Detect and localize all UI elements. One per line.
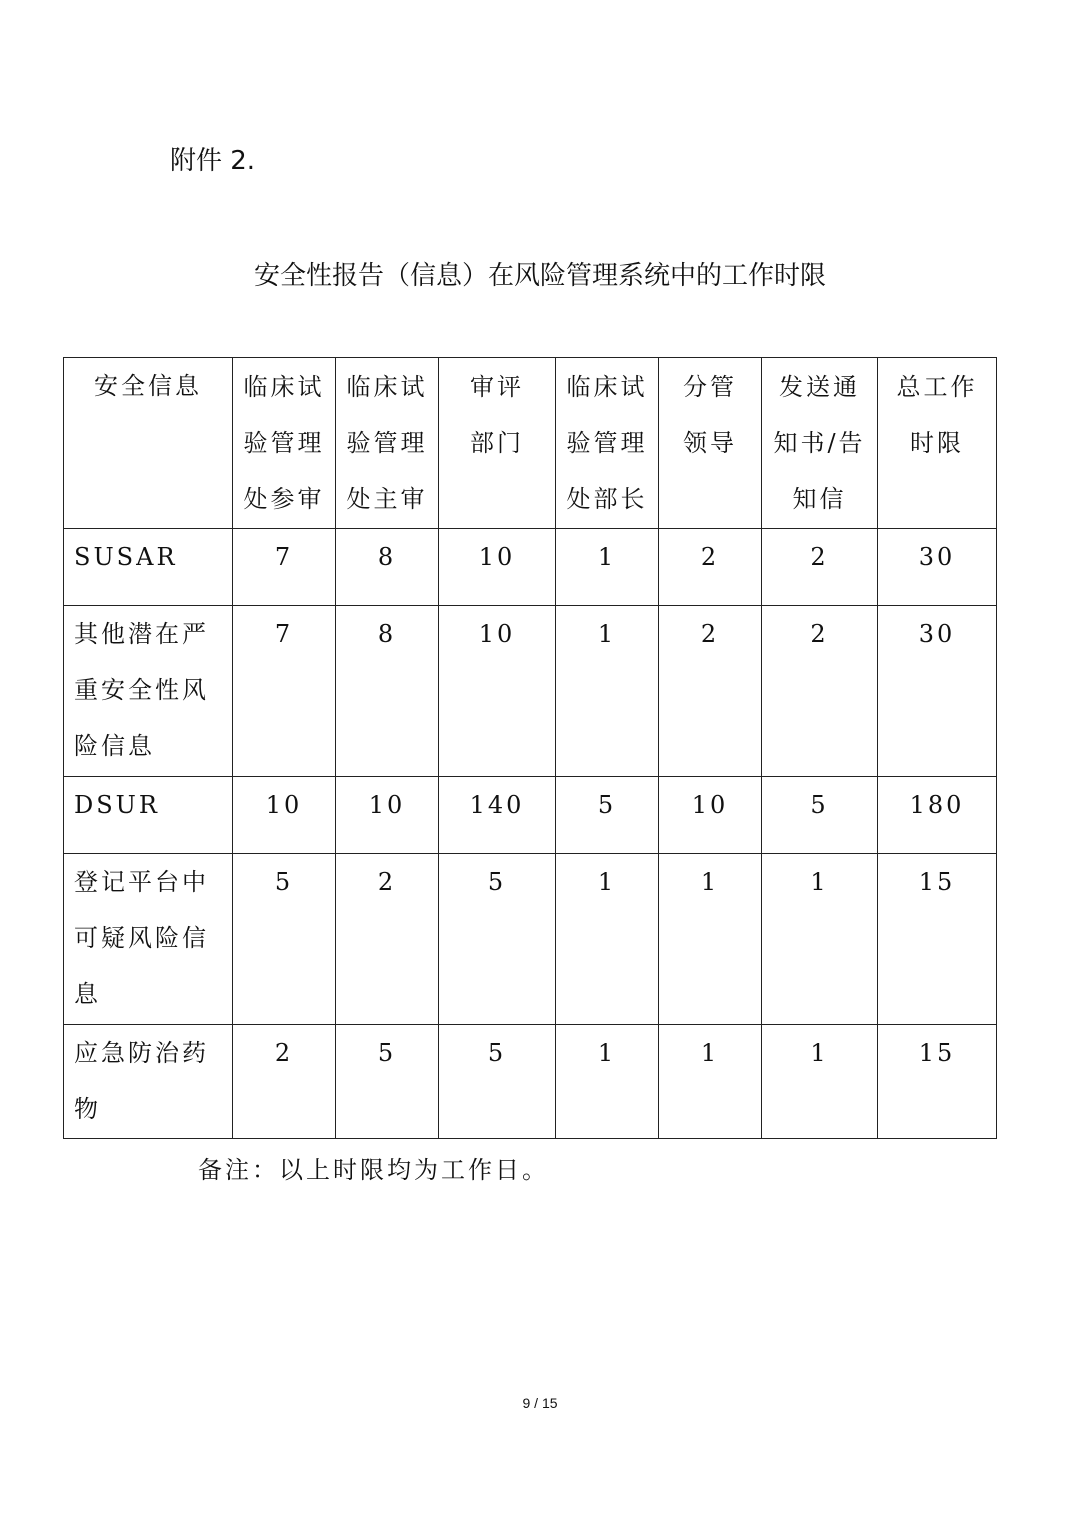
cell-value: 15 [878,854,997,1025]
cell-value: 1 [556,1025,659,1139]
attachment-label: 附件 2. [170,146,256,176]
header-label: 临床试验管理处参审 [243,373,325,513]
table-row [64,606,997,777]
header-label: 安全信息 [94,372,202,400]
cell-value: 2 [659,606,762,777]
header-cell [878,358,997,529]
cell-value: 1 [762,854,878,1025]
cell-value: 1 [556,606,659,777]
time-limit-table [63,357,997,1139]
header-cell [659,358,762,529]
cell-value: 2 [659,529,762,606]
cell-value: 2 [233,1025,336,1139]
row-name: 其他潜在严重安全性风险信息 [64,606,233,777]
cell-value: 2 [762,529,878,606]
cell-value: 30 [878,606,997,777]
page-number: 9 / 15 [522,1395,558,1411]
cell-value: 5 [439,1025,556,1139]
cell-value: 1 [556,529,659,606]
row-name: 登记平台中可疑风险信息 [64,854,233,1025]
header-cell [439,358,556,529]
table-row [64,1025,997,1139]
cell-value: 7 [233,606,336,777]
cell-value: 10 [336,777,439,854]
cell-value: 10 [659,777,762,854]
header-cell [336,358,439,529]
header-label: 分管领导 [683,373,737,457]
row-name: SUSAR [64,529,233,606]
table-header-row [64,358,997,529]
header-label: 审评部门 [470,373,524,457]
cell-value: 5 [336,1025,439,1139]
cell-value: 1 [556,854,659,1025]
cell-value: 140 [439,777,556,854]
table-note: 备注：以上时限均为工作日。 [198,1156,549,1184]
header-label: 临床试验管理处部长 [566,373,648,513]
cell-value: 1 [659,854,762,1025]
table-row [64,854,997,1025]
row-name: 应急防治药物 [64,1025,233,1139]
cell-value: 2 [336,854,439,1025]
header-cell [64,358,233,529]
cell-value: 10 [439,529,556,606]
header-label: 临床试验管理处主审 [346,373,428,513]
cell-value: 5 [762,777,878,854]
header-label: 总工作时限 [896,373,978,457]
cell-value: 1 [762,1025,878,1139]
cell-value: 7 [233,529,336,606]
header-cell [762,358,878,529]
cell-value: 5 [233,854,336,1025]
cell-value: 8 [336,529,439,606]
cell-value: 10 [233,777,336,854]
cell-value: 2 [762,606,878,777]
cell-value: 15 [878,1025,997,1139]
cell-value: 10 [439,606,556,777]
cell-value: 1 [659,1025,762,1139]
cell-value: 30 [878,529,997,606]
cell-value: 180 [878,777,997,854]
row-name: DSUR [64,777,233,854]
table-row [64,777,997,854]
header-cell [556,358,659,529]
document-title: 安全性报告（信息）在风险管理系统中的工作时限 [253,261,826,291]
cell-value: 5 [556,777,659,854]
header-cell [233,358,336,529]
table-row [64,529,997,606]
header-label: 发送通知书/告知信 [773,373,866,513]
cell-value: 8 [336,606,439,777]
cell-value: 5 [439,854,556,1025]
